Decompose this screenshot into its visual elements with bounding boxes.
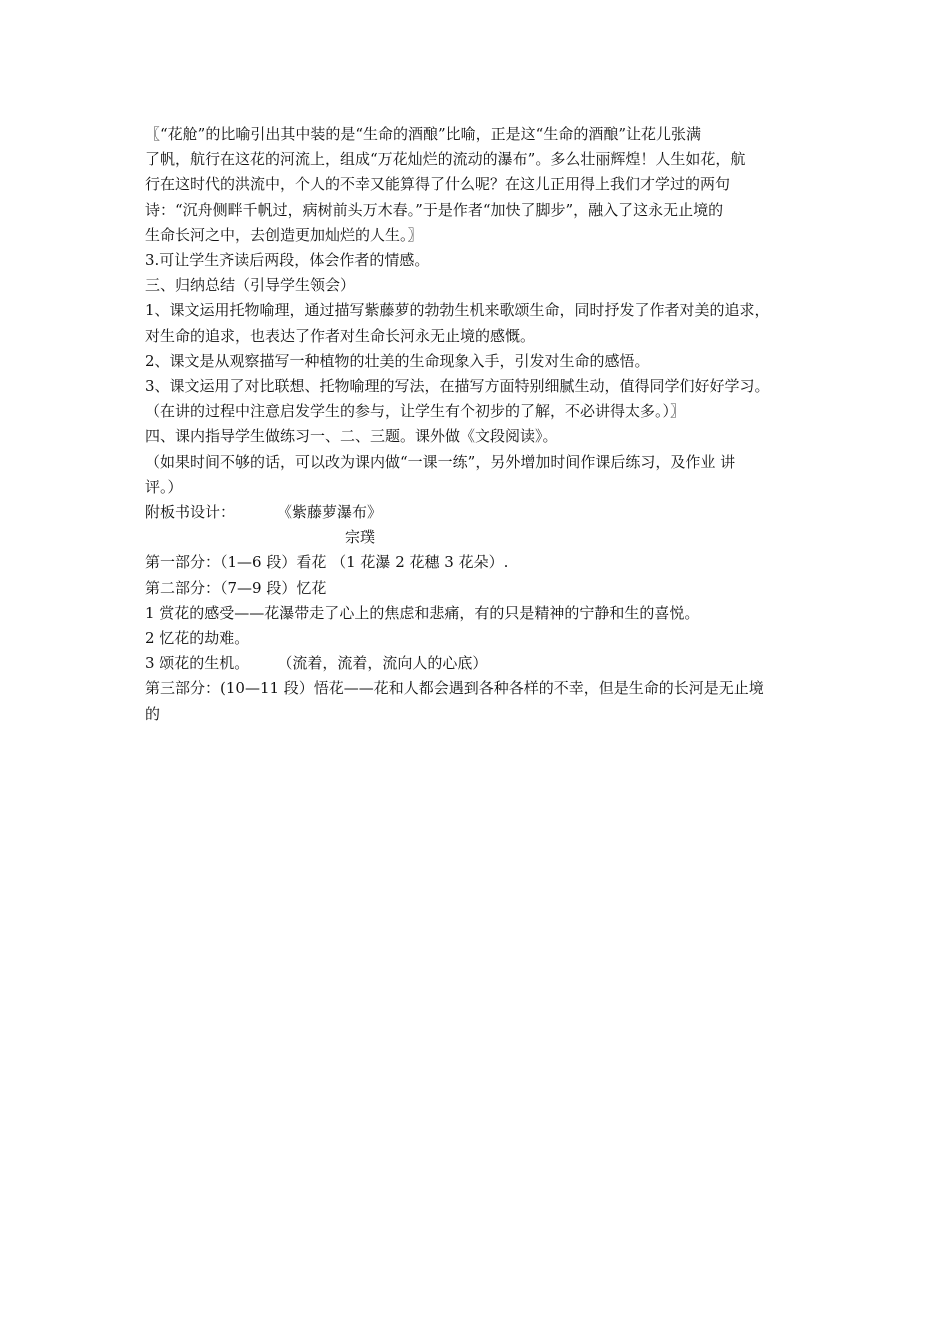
board-part-1: 第一部分：（1—6 段）看花 （1 花瀑 2 花穗 3 花朵）. <box>145 553 509 572</box>
section-heading: 四、课内指导学生做练习一、二、三题。课外做《文段阅读》。 <box>145 427 558 446</box>
board-item-2: 2 忆花的劫难。 <box>145 629 250 648</box>
board-part-2: 第二部分：（7—9 段）忆花 <box>145 578 327 597</box>
board-author: 宗璞 <box>345 528 376 547</box>
board-part-3-continuation: 的 <box>145 704 161 723</box>
paragraph-line: 生命长河之中，去创造更加灿烂的人生。〗 <box>145 225 423 244</box>
board-label: 附板书设计： <box>145 503 236 522</box>
paragraph-line: （如果时间不够的话，可以改为课内做“一课一练”，另外增加时间作课后练习，及作业 讲 <box>145 452 736 471</box>
paragraph-line: 行在这时代的洪流中，个人的不幸又能算得了什么呢？在这儿正用得上我们才学过的两句 <box>145 175 731 194</box>
paragraph-line: （在讲的过程中注意启发学生的参与，让学生有个初步的了解，不必讲得太多。）〗 <box>145 402 686 421</box>
board-item-3 <box>145 651 825 676</box>
paragraph-line: 3、课文运用了对比联想、托物喻理的写法，在描写方面特别细腻生动，值得同学们好好学习。 <box>145 377 770 396</box>
board-item-3-note: （流着，流着，流向人的心底） <box>277 654 488 673</box>
paragraph-line: 对生命的追求，也表达了作者对生命长河永无止境的感慨。 <box>145 326 536 345</box>
board-part-3: 第三部分：(10—11 段）悟花——花和人都会遇到各种各样的不幸，但是生命的长河是无止境 <box>145 679 764 698</box>
paragraph-line: 评。） <box>145 477 183 496</box>
board-design-heading <box>145 500 825 525</box>
paragraph-line: 1、课文运用托物喻理，通过描写紫藤萝的勃勃生机来歌颂生命，同时抒发了作者对美的追求， <box>145 301 770 320</box>
board-item-1: 1 赏花的感受——花瀑带走了心上的焦虑和悲痛，有的只是精神的宁静和生的喜悦。 <box>145 603 700 622</box>
paragraph-line: 3.可让学生齐读后两段，体会作者的情感。 <box>145 251 430 270</box>
document-page <box>145 122 825 727</box>
paragraph-line: 诗：“沉舟侧畔千帆过，病树前头万木春。”于是作者“加快了脚步”，融入了这永无止境的 <box>145 200 724 219</box>
board-title: 《紫藤萝瀑布》 <box>277 503 383 522</box>
paragraph-line: 了帆，航行在这花的河流上，组成“万花灿烂的流动的瀑布”。多么壮丽辉煌！人生如花，航 <box>145 150 746 169</box>
section-heading: 三、归纳总结（引导学生领会） <box>145 276 356 295</box>
paragraph-line: 2、课文是从观察描写一种植物的壮美的生命现象入手，引发对生命的感悟。 <box>145 351 650 370</box>
board-item-3-main: 3 颂花的生机。 <box>145 654 250 673</box>
paragraph-line: 〖“花舱”的比喻引出其中装的是“生命的酒酿”比喻，正是这“生命的酒酿”让花儿张满 <box>145 125 702 143</box>
